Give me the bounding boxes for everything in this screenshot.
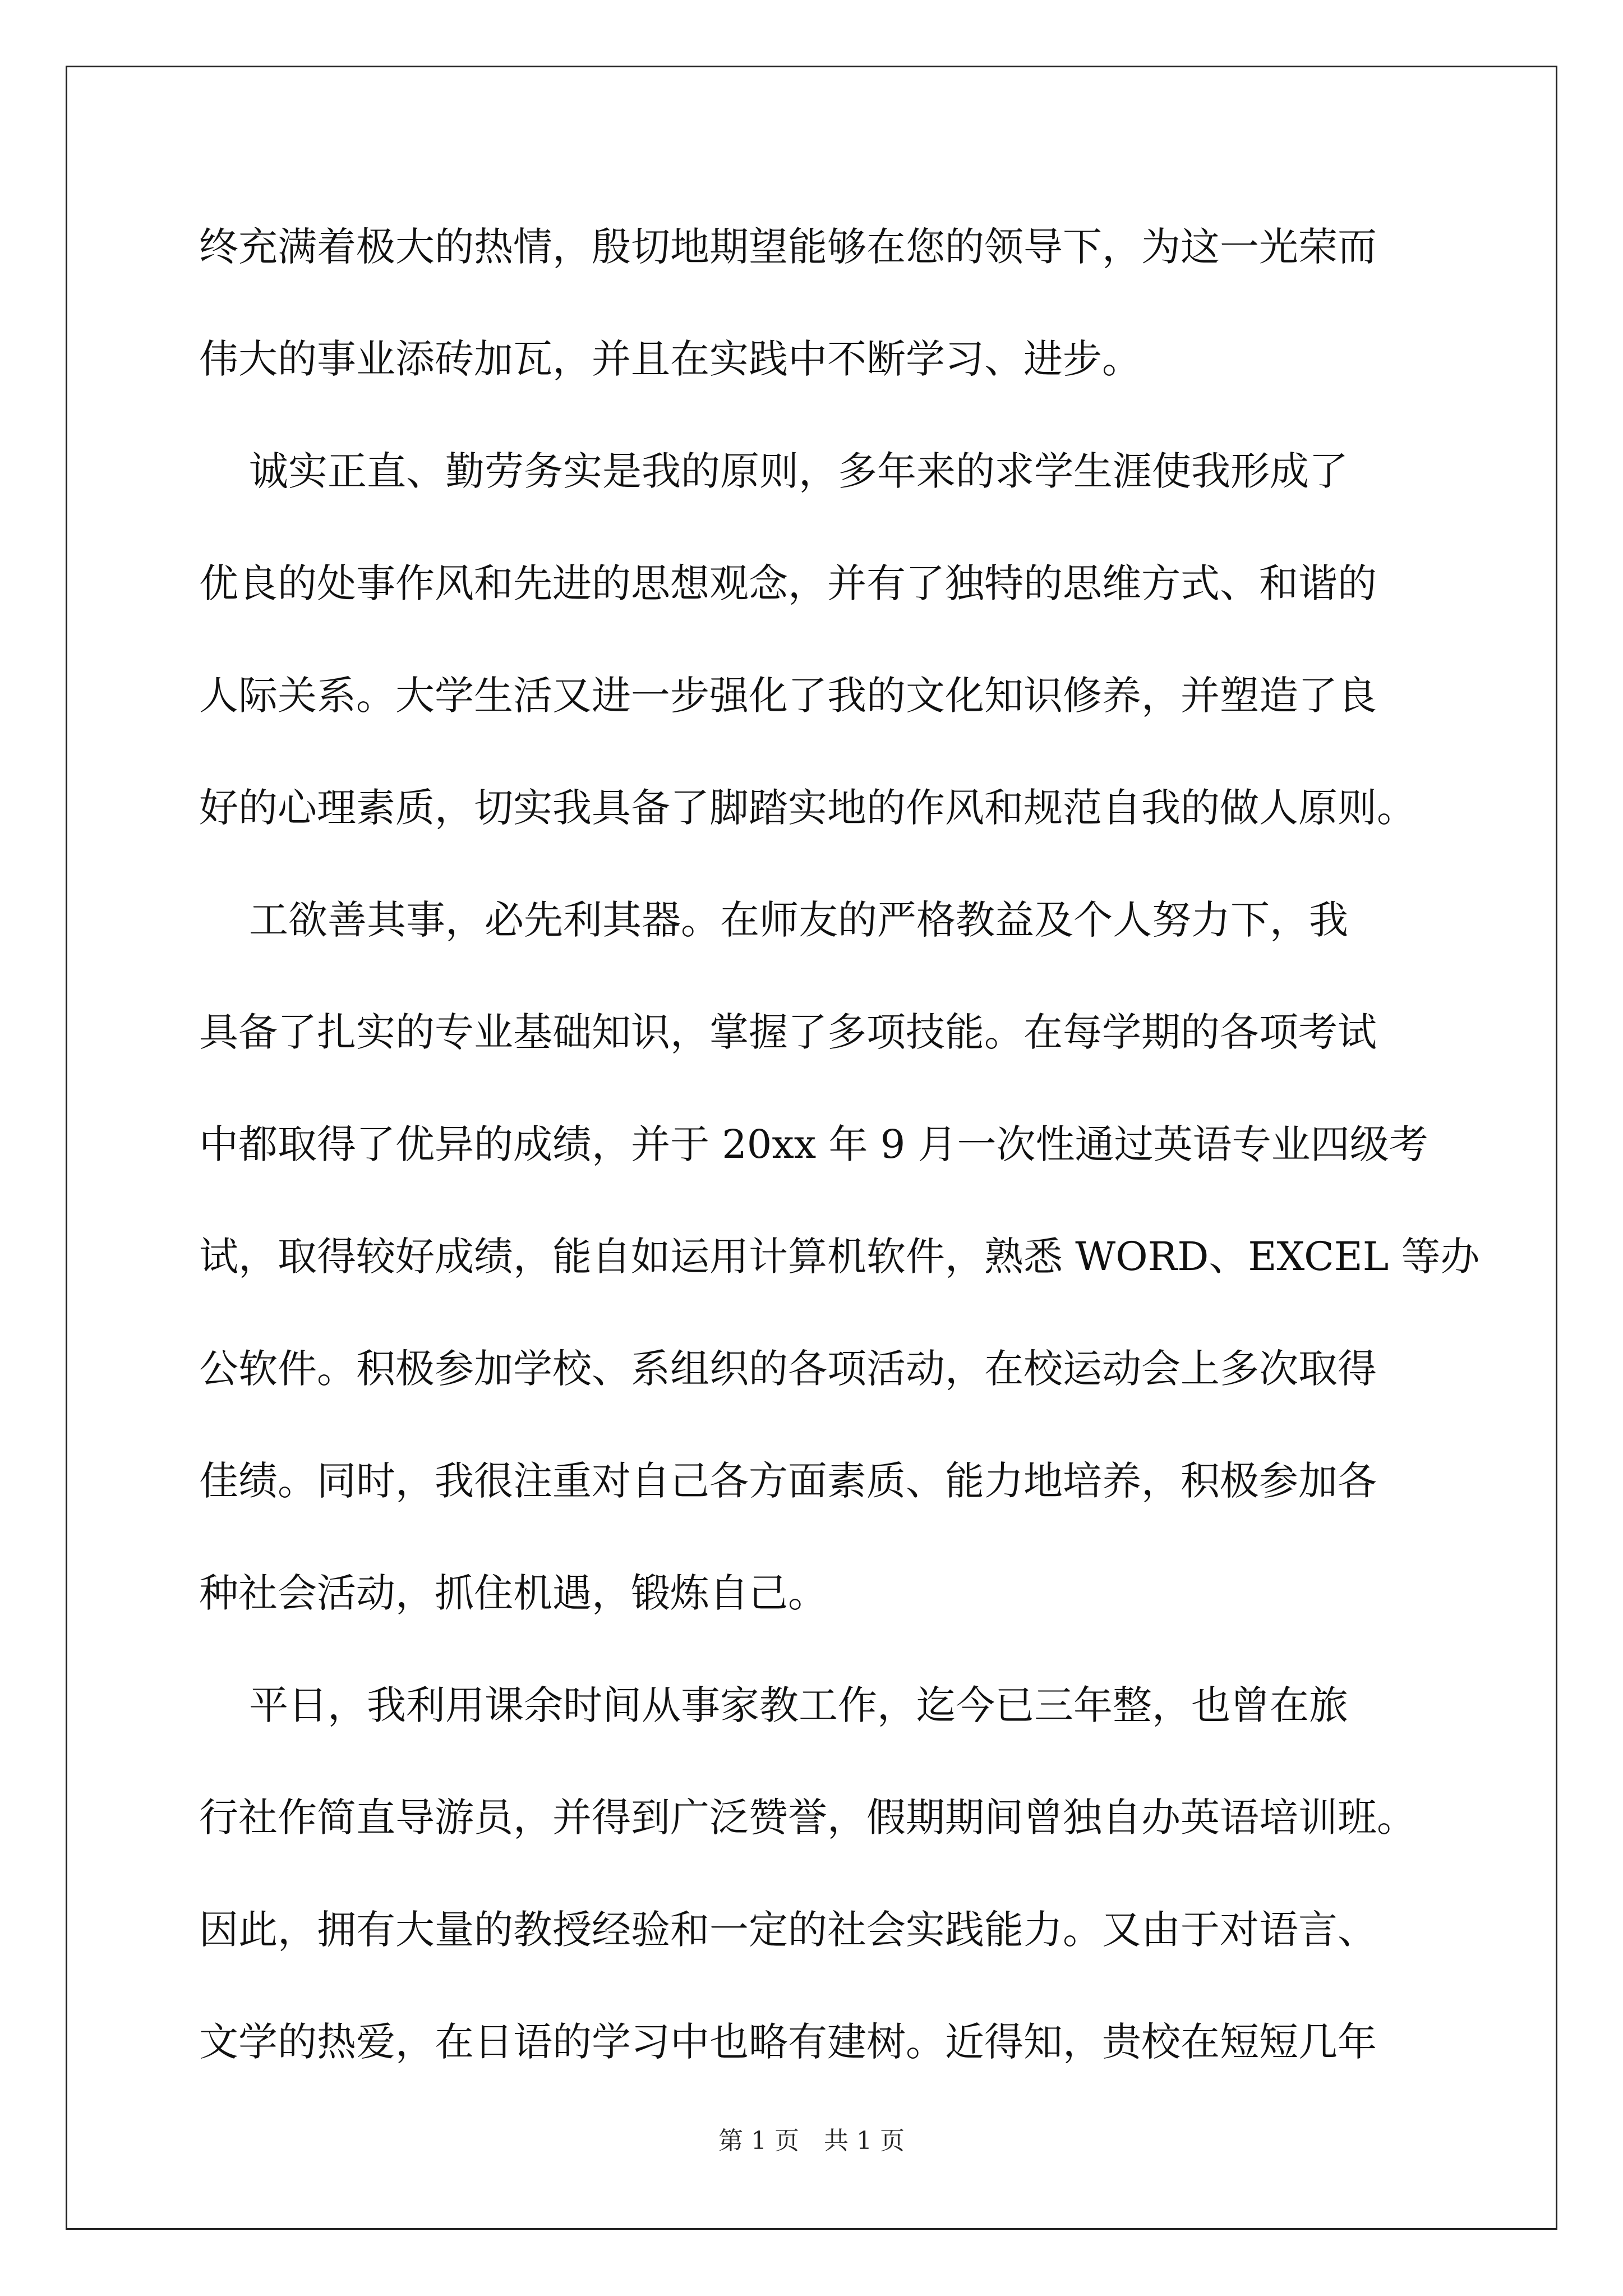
text-line: 终充满着极大的热情，殷切地期望能够在您的领导下，为这一光荣而 [199,224,1377,270]
text-line: 佳绩。同时，我很注重对自己各方面素质、能力地培养，积极参加各 [199,1458,1377,1504]
text-line: 诚实正直、勤劳务实是我的原则，多年来的求学生涯使我形成了 [199,448,1349,494]
text-line: 文学的热爱，在日语的学习中也略有建树。近得知，贵校在短短几年 [199,2019,1377,2065]
text-line: 中都取得了优异的成绩，并于 20xx 年 9 月一次性通过英语专业四级考 [199,1121,1428,1167]
text-line: 好的心理素质，切实我具备了脚踏实地的作风和规范自我的做人原则。 [199,785,1416,831]
text-line: 种社会活动，抓住机遇，锻炼自己。 [199,1570,827,1616]
text-line: 工欲善其事，必先利其器。在师友的严格教益及个人努力下，我 [199,897,1349,943]
text-line: 人际关系。大学生活又进一步强化了我的文化知识修养，并塑造了良 [199,673,1377,719]
page-footer [0,2120,1623,2156]
page-total: 共 1 页 [824,2127,905,2155]
text-line: 公软件。积极参加学校、系组织的各项活动，在校运动会上多次取得 [199,1346,1377,1392]
document-body [199,208,1480,2115]
text-line: 行社作简直导游员，并得到广泛赞誉，假期期间曾独自办英语培训班。 [199,1795,1416,1841]
text-line: 平日，我利用课余时间从事家教工作，迄今已三年整，也曾在旅 [199,1682,1349,1728]
text-line: 试，取得较好成绩，能自如运用计算机软件，熟悉 WORD、EXCEL 等办 [199,1234,1480,1280]
text-line: 伟大的事业添砖加瓦，并且在实践中不断学习、进步。 [199,336,1141,382]
page-number: 第 1 页 [718,2127,799,2155]
text-line: 具备了扎实的专业基础知识，掌握了多项技能。在每学期的各项考试 [199,1009,1377,1055]
text-line: 优良的处事作风和先进的思想观念，并有了独特的思维方式、和谐的 [199,560,1377,606]
text-line: 因此，拥有大量的教授经验和一定的社会实践能力。又由于对语言、 [199,1907,1377,1953]
